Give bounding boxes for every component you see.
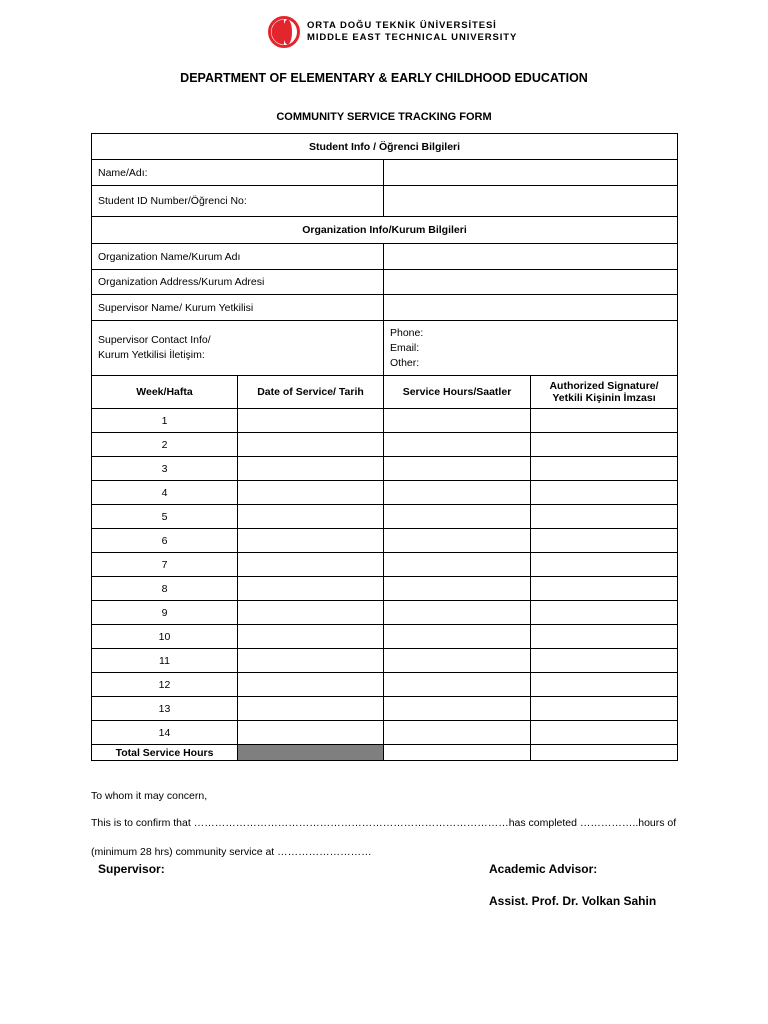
signature-field[interactable] bbox=[531, 481, 678, 505]
email-label: Email: bbox=[390, 341, 420, 354]
contact-label-line1: Supervisor Contact Info/ bbox=[98, 334, 211, 346]
hours-field[interactable] bbox=[384, 625, 531, 649]
week-number: 12 bbox=[92, 673, 238, 697]
col-signature-line1: Authorized Signature/ bbox=[549, 380, 659, 392]
hours-field[interactable] bbox=[384, 457, 531, 481]
week-row bbox=[92, 529, 678, 553]
total-row bbox=[92, 745, 678, 761]
signature-field[interactable] bbox=[531, 697, 678, 721]
letter-greeting: To whom it may concern, bbox=[91, 790, 208, 802]
other-label: Other: bbox=[390, 356, 420, 369]
log-header-row bbox=[92, 376, 678, 409]
signature-field[interactable] bbox=[531, 409, 678, 433]
org-name-label: Organization Name/Kurum Adı bbox=[92, 244, 384, 270]
date-field[interactable] bbox=[238, 577, 384, 601]
hours-field[interactable] bbox=[384, 409, 531, 433]
student-id-label: Student ID Number/Öğrenci No: bbox=[92, 186, 384, 217]
advisor-name: Assist. Prof. Dr. Volkan Sahin bbox=[489, 894, 657, 908]
org-address-field[interactable] bbox=[384, 270, 678, 295]
date-field[interactable] bbox=[238, 625, 384, 649]
org-info-title: Organization Info/Kurum Bilgileri bbox=[92, 217, 678, 244]
week-row bbox=[92, 601, 678, 625]
week-row bbox=[92, 625, 678, 649]
week-row bbox=[92, 505, 678, 529]
date-field[interactable] bbox=[238, 673, 384, 697]
date-field[interactable] bbox=[238, 601, 384, 625]
org-address-row bbox=[92, 270, 678, 295]
date-field[interactable] bbox=[238, 721, 384, 745]
week-row bbox=[92, 457, 678, 481]
department-title: DEPARTMENT OF ELEMENTARY & EARLY CHILDHOOD EDUCATION bbox=[180, 71, 588, 85]
hours-field[interactable] bbox=[384, 529, 531, 553]
university-name-tr: ORTA DOĞU TEKNİK ÜNİVERSİTESİ bbox=[307, 20, 497, 31]
advisor-label: Academic Advisor: bbox=[489, 862, 598, 876]
hours-field[interactable] bbox=[384, 601, 531, 625]
col-signature-line2: Yetkili Kişinin İmzası bbox=[552, 392, 656, 404]
contact-label-line2: Kurum Yetkilisi İletişim: bbox=[98, 349, 205, 361]
signature-field[interactable] bbox=[531, 529, 678, 553]
letter-line1: This is to confirm that ………………………………………………………………………………has completed ……………..hours of bbox=[91, 817, 677, 829]
date-field[interactable] bbox=[238, 457, 384, 481]
week-row bbox=[92, 481, 678, 505]
signature-field[interactable] bbox=[531, 577, 678, 601]
week-row bbox=[92, 553, 678, 577]
form-title: COMMUNITY SERVICE TRACKING FORM bbox=[276, 111, 492, 123]
letter-line2: (minimum 28 hrs) community service at ……………………… bbox=[91, 846, 372, 858]
week-number: 1 bbox=[92, 409, 238, 433]
student-info-title: Student Info / Öğrenci Bilgileri bbox=[92, 134, 678, 160]
week-row bbox=[92, 577, 678, 601]
phone-label: Phone: bbox=[390, 326, 424, 339]
week-row bbox=[92, 649, 678, 673]
org-info-header-row bbox=[92, 217, 678, 244]
week-number: 2 bbox=[92, 433, 238, 457]
date-field[interactable] bbox=[238, 409, 384, 433]
service-tracking-table bbox=[91, 133, 678, 761]
week-number: 5 bbox=[92, 505, 238, 529]
week-row bbox=[92, 673, 678, 697]
hours-field[interactable] bbox=[384, 673, 531, 697]
org-name-row bbox=[92, 244, 678, 270]
week-row bbox=[92, 721, 678, 745]
signature-field[interactable] bbox=[531, 601, 678, 625]
week-row bbox=[92, 697, 678, 721]
date-field[interactable] bbox=[238, 505, 384, 529]
total-date-shaded bbox=[238, 745, 384, 761]
date-field[interactable] bbox=[238, 433, 384, 457]
hours-field[interactable] bbox=[384, 433, 531, 457]
hours-field[interactable] bbox=[384, 481, 531, 505]
supervisor-contact-label bbox=[92, 321, 384, 376]
week-number: 10 bbox=[92, 625, 238, 649]
signature-field[interactable] bbox=[531, 673, 678, 697]
metu-logo bbox=[268, 16, 300, 48]
university-name bbox=[307, 20, 517, 44]
supervisor-name-field[interactable] bbox=[384, 295, 678, 321]
week-number: 7 bbox=[92, 553, 238, 577]
hours-field[interactable] bbox=[384, 721, 531, 745]
week-number: 4 bbox=[92, 481, 238, 505]
hours-field[interactable] bbox=[384, 505, 531, 529]
signature-field[interactable] bbox=[531, 433, 678, 457]
col-week-header: Week/Hafta bbox=[92, 376, 238, 409]
org-address-label: Organization Address/Kurum Adresi bbox=[92, 270, 384, 295]
hours-field[interactable] bbox=[384, 577, 531, 601]
date-field[interactable] bbox=[238, 481, 384, 505]
hours-field[interactable] bbox=[384, 649, 531, 673]
student-info-header-row bbox=[92, 134, 678, 160]
week-number: 9 bbox=[92, 601, 238, 625]
signature-field[interactable] bbox=[531, 625, 678, 649]
date-field[interactable] bbox=[238, 649, 384, 673]
week-number: 3 bbox=[92, 457, 238, 481]
week-number: 13 bbox=[92, 697, 238, 721]
date-field[interactable] bbox=[238, 529, 384, 553]
supervisor-name-label: Supervisor Name/ Kurum Yetkilisi bbox=[92, 295, 384, 321]
student-id-row bbox=[92, 186, 678, 217]
week-row bbox=[92, 433, 678, 457]
date-field[interactable] bbox=[238, 553, 384, 577]
supervisor-contact-field[interactable] bbox=[384, 321, 678, 376]
week-number: 11 bbox=[92, 649, 238, 673]
week-number: 8 bbox=[92, 577, 238, 601]
university-name-en: MIDDLE EAST TECHNICAL UNIVERSITY bbox=[307, 32, 518, 43]
supervisor-name-row bbox=[92, 295, 678, 321]
col-date-header: Date of Service/ Tarih bbox=[238, 376, 384, 409]
supervisor-label: Supervisor: bbox=[98, 862, 165, 876]
signature-field[interactable] bbox=[531, 505, 678, 529]
university-header bbox=[268, 16, 528, 48]
total-signature-field[interactable] bbox=[531, 745, 678, 761]
week-rows bbox=[92, 409, 678, 745]
week-row bbox=[92, 409, 678, 433]
total-label: Total Service Hours bbox=[92, 745, 238, 761]
total-hours-field[interactable] bbox=[384, 745, 531, 761]
name-label: Name/Adı: bbox=[92, 160, 384, 186]
col-signature-header bbox=[531, 376, 678, 409]
hours-field[interactable] bbox=[384, 553, 531, 577]
col-hours-header: Service Hours/Saatler bbox=[384, 376, 531, 409]
name-field[interactable] bbox=[384, 160, 678, 186]
org-name-field[interactable] bbox=[384, 244, 678, 270]
date-field[interactable] bbox=[238, 697, 384, 721]
signature-field[interactable] bbox=[531, 457, 678, 481]
student-id-field[interactable] bbox=[384, 186, 678, 217]
name-row bbox=[92, 160, 678, 186]
signature-field[interactable] bbox=[531, 553, 678, 577]
supervisor-contact-row bbox=[92, 321, 678, 376]
week-number: 14 bbox=[92, 721, 238, 745]
hours-field[interactable] bbox=[384, 697, 531, 721]
signature-field[interactable] bbox=[531, 721, 678, 745]
week-number: 6 bbox=[92, 529, 238, 553]
signature-field[interactable] bbox=[531, 649, 678, 673]
